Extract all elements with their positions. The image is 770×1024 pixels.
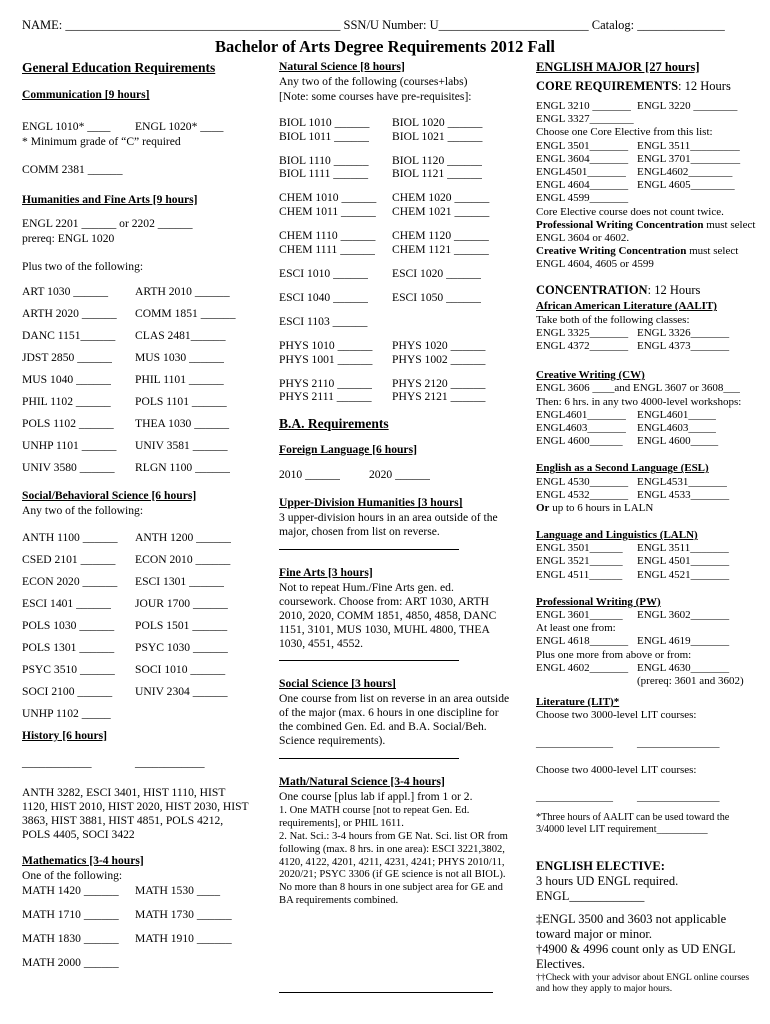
course-cell: MUS 1040 ______: [22, 373, 111, 387]
course-cell: BIOL 1111 ______: [279, 167, 369, 181]
course-cell: ENGL 3511_______: [637, 542, 729, 555]
course-cell: ART 1030 ______: [22, 285, 109, 299]
course-cell: ENGL4602________: [637, 165, 733, 178]
course-cell: ENGL 3210 _______: [536, 100, 631, 112]
course-cell: PHYS 2110 ______: [279, 376, 372, 390]
course-cell: ENGL 4521_______: [637, 568, 730, 581]
course-cell: PSYC 1030 ______: [135, 640, 228, 654]
foreign-language-row: [279, 468, 511, 482]
course-cell: PSYC 3510 ______: [22, 662, 115, 676]
course-cell: ESCI 1020 ______: [392, 266, 481, 280]
list-item: [22, 461, 252, 475]
list-item: [279, 377, 511, 391]
core-elective-list: [536, 140, 756, 193]
course-cell: ARTH 2010 ______: [135, 285, 230, 299]
list-item: [536, 166, 756, 179]
course-cell: ENGL 4373_______: [637, 340, 730, 352]
core-hours: : 12 Hours: [678, 79, 731, 93]
science-course-group: [279, 191, 511, 219]
list-item: [536, 153, 756, 166]
course-cell: MATH 1910 ______: [135, 931, 232, 945]
math-natural-science-heading: Math/Natural Science [3-4 hours]: [279, 775, 445, 788]
mathematics-heading: Mathematics [3-4 hours]: [22, 854, 144, 867]
social-behavioral-heading: Social/Behavioral Science [6 hours]: [22, 488, 197, 502]
foreign-language-heading: Foreign Language [6 hours]: [279, 442, 417, 456]
concentration-line: [536, 283, 756, 298]
engl-3327: ENGL 3327________: [536, 113, 634, 126]
course-cell: POLS 1101 ______: [135, 394, 227, 408]
course-cell: POLS 1501 ______: [135, 619, 228, 633]
course-cell: JDST 2850 ______: [22, 351, 112, 365]
science-course-group: [279, 291, 511, 305]
concentration-label: CONCENTRATION: [536, 283, 648, 298]
english-elective-heading: ENGLISH ELECTIVE:: [536, 858, 665, 873]
course-cell: ENGL 3326_______: [637, 326, 730, 339]
social-science-blank-line: [279, 758, 459, 759]
course-cell: DANC 1151______: [22, 329, 116, 343]
fine-arts-blank-line: [279, 660, 459, 661]
course-cell: ANTH 1200 ______: [135, 531, 231, 545]
page-title: Bachelor of Arts Degree Requirements 2012 Fall: [214, 37, 556, 56]
list-item: [536, 327, 756, 340]
comm-2381: COMM 2381 ______: [22, 162, 123, 176]
course-cell: ENGL 4600_____: [637, 435, 719, 448]
list-item: [279, 191, 511, 205]
course-cell: POLS 1301 ______: [22, 640, 115, 654]
list-item: [279, 291, 511, 305]
science-course-group: [279, 267, 511, 281]
list-item: [22, 553, 252, 567]
esl-heading: English as a Second Language (ESL): [536, 462, 709, 475]
course-cell: ENGL 4630_______: [637, 661, 730, 674]
history-blanks: [22, 756, 252, 770]
fl-2020: 2020 ______: [369, 468, 430, 482]
course-cell: CHEM 1120 ______: [392, 229, 489, 243]
list-item: [279, 243, 511, 257]
one-of-text: One of the following:: [22, 868, 123, 882]
aalit-footnote: *Three hours of AALIT can be used toward the 3/4000 level LIT requirement__________: [536, 812, 730, 836]
course-cell: CHEM 1110 ______: [279, 229, 376, 243]
list-item: [22, 395, 252, 409]
lit-blank: ______________: [536, 790, 613, 803]
social-list: [22, 531, 252, 698]
math-list: [22, 884, 252, 946]
course-cell: CHEM 1021 ______: [392, 205, 490, 219]
science-course-group: [279, 339, 511, 367]
column-general-education: [22, 60, 252, 970]
list-item: [536, 569, 756, 582]
udh-text: 3 upper-division hours in an area outside of the major, chosen from list on reverse.: [279, 511, 498, 539]
column-english-major: [536, 60, 756, 995]
footnote-1: ‡ENGL 3500 and 3603 not applicable toward major or minor.: [536, 911, 727, 941]
nat-intro-2: [Note: some courses have pre-requisites]:: [279, 89, 472, 103]
nat-intro-1: Any two of the following (courses+labs): [279, 74, 468, 88]
communication-heading: Communication [9 hours]: [22, 88, 150, 102]
list-item: [536, 100, 756, 113]
list-item: [22, 597, 252, 611]
history-blank: ____________: [135, 756, 205, 770]
course-cell: ENGL 4372_______: [536, 340, 629, 352]
course-cell: UNIV 3581 ______: [135, 438, 228, 452]
course-cell: BIOL 1011 ______: [279, 129, 369, 143]
course-cell: CHEM 1010 ______: [279, 191, 377, 205]
list-item: [536, 140, 756, 153]
list-item: [536, 409, 756, 422]
course-cell: PHYS 2120 ______: [392, 376, 486, 390]
course-cell: THEA 1030 ______: [135, 416, 230, 430]
list-item: [279, 130, 511, 144]
list-item: [536, 476, 756, 489]
course-cell: ESCI 1040 ______: [279, 290, 368, 304]
course-cell: ARTH 2020 ______: [22, 307, 117, 321]
course-cell: ECON 2010 ______: [135, 553, 231, 567]
course-cell: UNIV 2304 ______: [135, 684, 228, 698]
engl-1020: ENGL 1020* ____: [135, 120, 224, 134]
upper-division-humanities-heading: Upper-Division Humanities [3 hours]: [279, 496, 463, 510]
list-item: [279, 154, 511, 168]
math-2000: MATH 2000 ______: [22, 955, 119, 969]
list-item: [22, 373, 252, 387]
course-cell: ENGL 4602_______: [536, 661, 629, 674]
course-cell: PHYS 1020 ______: [392, 338, 486, 352]
list-item: [536, 179, 756, 192]
list-item: [279, 390, 511, 404]
social-science-heading: Social Science [3 hours]: [279, 677, 396, 691]
course-cell: CHEM 1121 ______: [392, 243, 489, 257]
history-heading: History [6 hours]: [22, 728, 108, 742]
core-requirements-line: [536, 79, 756, 94]
pwc-note: [536, 219, 756, 245]
gen-ed-heading: General Education Requirements: [22, 60, 216, 75]
course-cell: ENGL 3325_______: [536, 326, 629, 339]
course-cell: ENGL4603_____: [637, 421, 716, 434]
humanities-heading: Humanities and Fine Arts [9 hours]: [22, 192, 198, 206]
course-cell: ENGL 3521______: [536, 555, 623, 568]
any-two-text: Any two of the following:: [22, 503, 144, 517]
course-cell: ANTH 1100 ______: [22, 531, 118, 545]
science-course-group: [279, 154, 511, 182]
course-cell: ENGL4601_______: [536, 408, 626, 421]
literature-heading: Literature (LIT)*: [536, 696, 620, 709]
elective-blank: ENGL____________: [536, 888, 645, 903]
elective-hours: 3 hours UD ENGL required.: [536, 873, 679, 888]
list-item: [279, 267, 511, 281]
prereq-text: prereq: ENGL 1020: [22, 231, 115, 245]
esl-or: Or: [536, 501, 550, 514]
course-cell: SOCI 1010 ______: [135, 662, 226, 676]
course-cell: ENGL 4501_______: [637, 555, 730, 568]
cwc-rest: must select ENGL 4604, 4605 or 4599: [536, 245, 739, 271]
course-cell: ENGL 4618_______: [536, 635, 629, 648]
course-cell: ENGL4531_______: [637, 475, 727, 488]
course-cell: ESCI 1103 ______: [279, 314, 368, 328]
list-item: [22, 351, 252, 365]
list-item: [22, 908, 252, 922]
course-cell: CHEM 1111 ______: [279, 243, 375, 257]
core-note: Core Elective course does not count twice.: [536, 205, 724, 218]
course-cell: BIOL 1121 ______: [392, 167, 482, 181]
choose-one-text: Choose one Core Elective from this list:: [536, 126, 713, 139]
course-cell: PHYS 2121 ______: [392, 390, 486, 404]
course-cell: POLS 1102 ______: [22, 416, 114, 430]
science-course-list: [279, 116, 511, 405]
column-natural-science-ba: [279, 60, 511, 908]
engl-2201: ENGL 2201 ______ or 2202 ______: [22, 216, 193, 230]
natural-science-heading: Natural Science [8 hours]: [279, 60, 405, 73]
course-cell: MATH 1420 ______: [22, 883, 119, 897]
science-course-group: [279, 315, 511, 329]
pwc-rest: must select ENGL 3604 or 4602.: [536, 218, 756, 244]
unhp-1102: UNHP 1102 _____: [22, 706, 111, 720]
list-item: [279, 229, 511, 243]
course-cell: ENGL 4619_______: [637, 635, 730, 648]
list-item: [536, 422, 756, 435]
course-cell: ESCI 1050 ______: [392, 290, 481, 304]
course-cell: RLGN 1100 ______: [135, 460, 230, 474]
lit-4000-text: Choose two 4000-level LIT courses:: [536, 763, 697, 776]
course-cell: POLS 1030 ______: [22, 619, 115, 633]
course-cell: ESCI 1301 ______: [135, 575, 224, 589]
course-cell: ENGL4603_______: [536, 421, 626, 434]
list-item: [279, 339, 511, 353]
list-item: [536, 635, 756, 648]
course-cell: PHYS 1010 ______: [279, 338, 373, 352]
course-cell: PHYS 1002 ______: [392, 352, 486, 366]
course-cell: ENGL 3601______: [536, 609, 623, 621]
cwc-bold: Creative Writing Concentration: [536, 245, 687, 258]
lit-blank-row: [536, 737, 756, 750]
pw-heading: Professional Writing (PW): [536, 595, 661, 608]
course-cell: ENGL 3511_________: [637, 139, 740, 152]
list-item: [22, 932, 252, 946]
course-cell: ENGL 3501______: [536, 542, 623, 555]
course-cell: ENGL 4532_______: [536, 488, 629, 501]
course-cell: ENGL4601_____: [637, 408, 716, 421]
science-course-group: [279, 229, 511, 257]
list-item: [279, 353, 511, 367]
list-item: [536, 542, 756, 555]
list-item: [22, 884, 252, 898]
course-cell: MATH 1530 ____: [135, 883, 221, 897]
ba-requirements-heading: B.A. Requirements: [279, 416, 389, 432]
course-cell: ENGL 3602_______: [637, 609, 730, 621]
course-cell: ENGL 3701_________: [637, 152, 741, 165]
footnote-2: †4900 & 4996 count only as UD ENGL Electives.: [536, 941, 736, 971]
course-cell: ENGL 4533_______: [637, 488, 730, 501]
concentration-hours: : 12 Hours: [647, 283, 701, 298]
list-item: [22, 619, 252, 633]
list-item: [536, 609, 756, 622]
science-course-group: [279, 116, 511, 144]
course-cell: BIOL 1010 ______: [279, 115, 370, 129]
course-cell: MATH 1710 ______: [22, 907, 119, 921]
cwc-note: [536, 245, 756, 271]
course-cell: MUS 1030 ______: [135, 351, 224, 365]
history-list: ANTH 3282, ESCI 3401, HIST 1110, HIST 1120, HIST 2010, HIST 2020, HIST 2030, HIST 3863, HIST 3881, HIST 4851, POLS 4212, POLS 4405, SOCI 3422: [22, 786, 249, 842]
course-cell: BIOL 1120 ______: [392, 153, 482, 167]
pwc-bold: Professional Writing Concentration: [536, 218, 704, 231]
creative-writing-heading: Creative Writing (CW): [536, 369, 645, 382]
lit-blank: ______________: [536, 736, 613, 749]
pw-prereq: (prereq: 3601 and 3602): [637, 674, 744, 687]
comm-note: * Minimum grade of “C” required: [22, 135, 181, 148]
course-cell: ENGL 4600______: [536, 435, 623, 448]
course-cell: ENGL 4604_______: [536, 179, 629, 192]
social-science-text: One course from list on reverse in an area outside of the major (max. 6 hours in one discipline for the combined Gen. Ed. and B.A. Social/Beh. Science requirements).: [279, 692, 510, 748]
header-line: NAME: ____________________________________________ SSN/U Number: U________________________ Catalog: ______________: [22, 18, 725, 32]
engl-4599: ENGL 4599_______: [536, 192, 629, 205]
core-label: CORE REQUIREMENTS: [536, 79, 679, 93]
history-blank: ____________: [22, 756, 92, 770]
fl-2010: 2010 ______: [279, 468, 340, 482]
course-cell: BIOL 1110 ______: [279, 153, 369, 167]
course-cell: PHIL 1102 ______: [22, 394, 111, 408]
list-item: [22, 307, 252, 321]
list-item: [22, 417, 252, 431]
course-cell: CHEM 1020 ______: [392, 191, 490, 205]
pw-plus: Plus one more from above or from:: [536, 648, 692, 661]
course-cell: SOCI 2100 ______: [22, 684, 113, 698]
course-cell: CHEM 1011 ______: [279, 205, 376, 219]
list-item: [279, 167, 511, 181]
list-item: [536, 489, 756, 502]
lit-blank: _______________: [637, 736, 720, 749]
list-item: [22, 641, 252, 655]
course-cell: ENGL 4605________: [637, 179, 735, 192]
udh-blank-line: [279, 549, 459, 550]
list-item: [536, 555, 756, 568]
list-item: [22, 685, 252, 699]
engl-1010: ENGL 1010* ____: [22, 120, 111, 134]
course-cell: ECON 2020 ______: [22, 575, 118, 589]
course-cell: ENGL 3604_______: [536, 152, 629, 165]
course-cell: ESCI 1401 ______: [22, 597, 111, 611]
cw-text-1: ENGL 3606 ____and ENGL 3607 or 3608___: [536, 382, 740, 395]
course-cell: CSED 2101 ______: [22, 553, 116, 567]
list-item: [22, 531, 252, 545]
course-cell: CLAS 2481______: [135, 329, 226, 343]
pw-atleast: At least one from:: [536, 622, 616, 635]
course-cell: BIOL 1020 ______: [392, 115, 483, 129]
lit-blank: _______________: [637, 790, 720, 803]
aalit-text: Take both of the following classes:: [536, 313, 690, 326]
course-cell: BIOL 1021 ______: [392, 129, 483, 143]
course-cell: MATH 1730 ______: [135, 907, 232, 921]
english-major-heading: ENGLISH MAJOR [27 hours]: [536, 60, 700, 74]
course-cell: ENGL 3220 ________: [637, 100, 738, 112]
cw-text-2: Then: 6 hrs. in any two 4000-level workshops:: [536, 395, 742, 408]
course-cell: PHYS 2111 ______: [279, 390, 372, 404]
course-cell: UNHP 1101 ______: [22, 438, 117, 452]
fine-arts-heading: Fine Arts [3 hours]: [279, 566, 373, 580]
list-item: [279, 116, 511, 130]
course-cell: ESCI 1010 ______: [279, 266, 368, 280]
footnote-3: ††Check with your advisor about ENGL online courses and how they apply to major hours.: [536, 971, 750, 995]
course-cell: PHYS 1001 ______: [279, 352, 373, 366]
course-cell: UNIV 3580 ______: [22, 460, 115, 474]
humanities-list: [22, 285, 252, 474]
course-cell: MATH 1830 ______: [22, 931, 119, 945]
course-cell: COMM 1851 ______: [135, 307, 236, 321]
lit-3000-text: Choose two 3000-level LIT courses:: [536, 709, 697, 722]
lit-blank-row: [536, 791, 756, 804]
list-item: [22, 285, 252, 299]
aalit-heading: African American Literature (AALIT): [536, 300, 717, 313]
laln-heading: Language and Linguistics (LALN): [536, 529, 698, 542]
plus-two-text: Plus two of the following:: [22, 259, 144, 273]
fine-arts-text: Not to repeat Hum./Fine Arts gen. ed. coursework. Choose from: ART 1030, ARTH 2010, 2020, COMM 1851, 4850, 4858, DANC 1151, 3101, MUS 1030, MUHL 4800, THEA 1030, 4551, 4552.: [279, 580, 497, 650]
list-item: [22, 439, 252, 453]
esl-or-line: [536, 502, 756, 515]
course-cell: ENGL4501_______: [536, 165, 626, 178]
list-item: [22, 575, 252, 589]
list-item: [536, 662, 756, 675]
list-item: [536, 435, 756, 448]
mns-text: One course [plus lab if appl.] from 1 or 2.: [279, 789, 473, 803]
course-cell: ENGL 3501_______: [536, 139, 629, 152]
science-course-group: [279, 377, 511, 405]
list-item: [279, 315, 511, 329]
list-item: [22, 329, 252, 343]
mns-option-2: 2. Nat. Sci.: 3-4 hours from GE Nat. Sci. list OR from following (max. 8 hrs. in one area): ESCI 3221,3802, 4120, 4122, 4201, 4211, 4231, 4241; PHYS 2010/11, 2020/21; PSYC 3306 (if GE science is not all BIOL). No more than 8 hours in one subject area for GE and BA requirements combined.: [279, 831, 508, 906]
comm-row: [22, 120, 252, 134]
esl-or-rest: up to 6 hours in LALN: [549, 501, 654, 514]
course-cell: ENGL 4511______: [536, 568, 623, 581]
list-item: [536, 340, 756, 353]
course-cell: PHIL 1101 ______: [135, 373, 224, 387]
mns-option-1: 1. One MATH course [not to repeat Gen. Ed. requirements], or PHIL 1611.: [279, 804, 470, 829]
course-cell: JOUR 1700 ______: [135, 597, 228, 611]
course-cell: ENGL 4530_______: [536, 475, 629, 488]
list-item: [279, 205, 511, 219]
signature-line: [279, 992, 493, 993]
list-item: [22, 663, 252, 677]
